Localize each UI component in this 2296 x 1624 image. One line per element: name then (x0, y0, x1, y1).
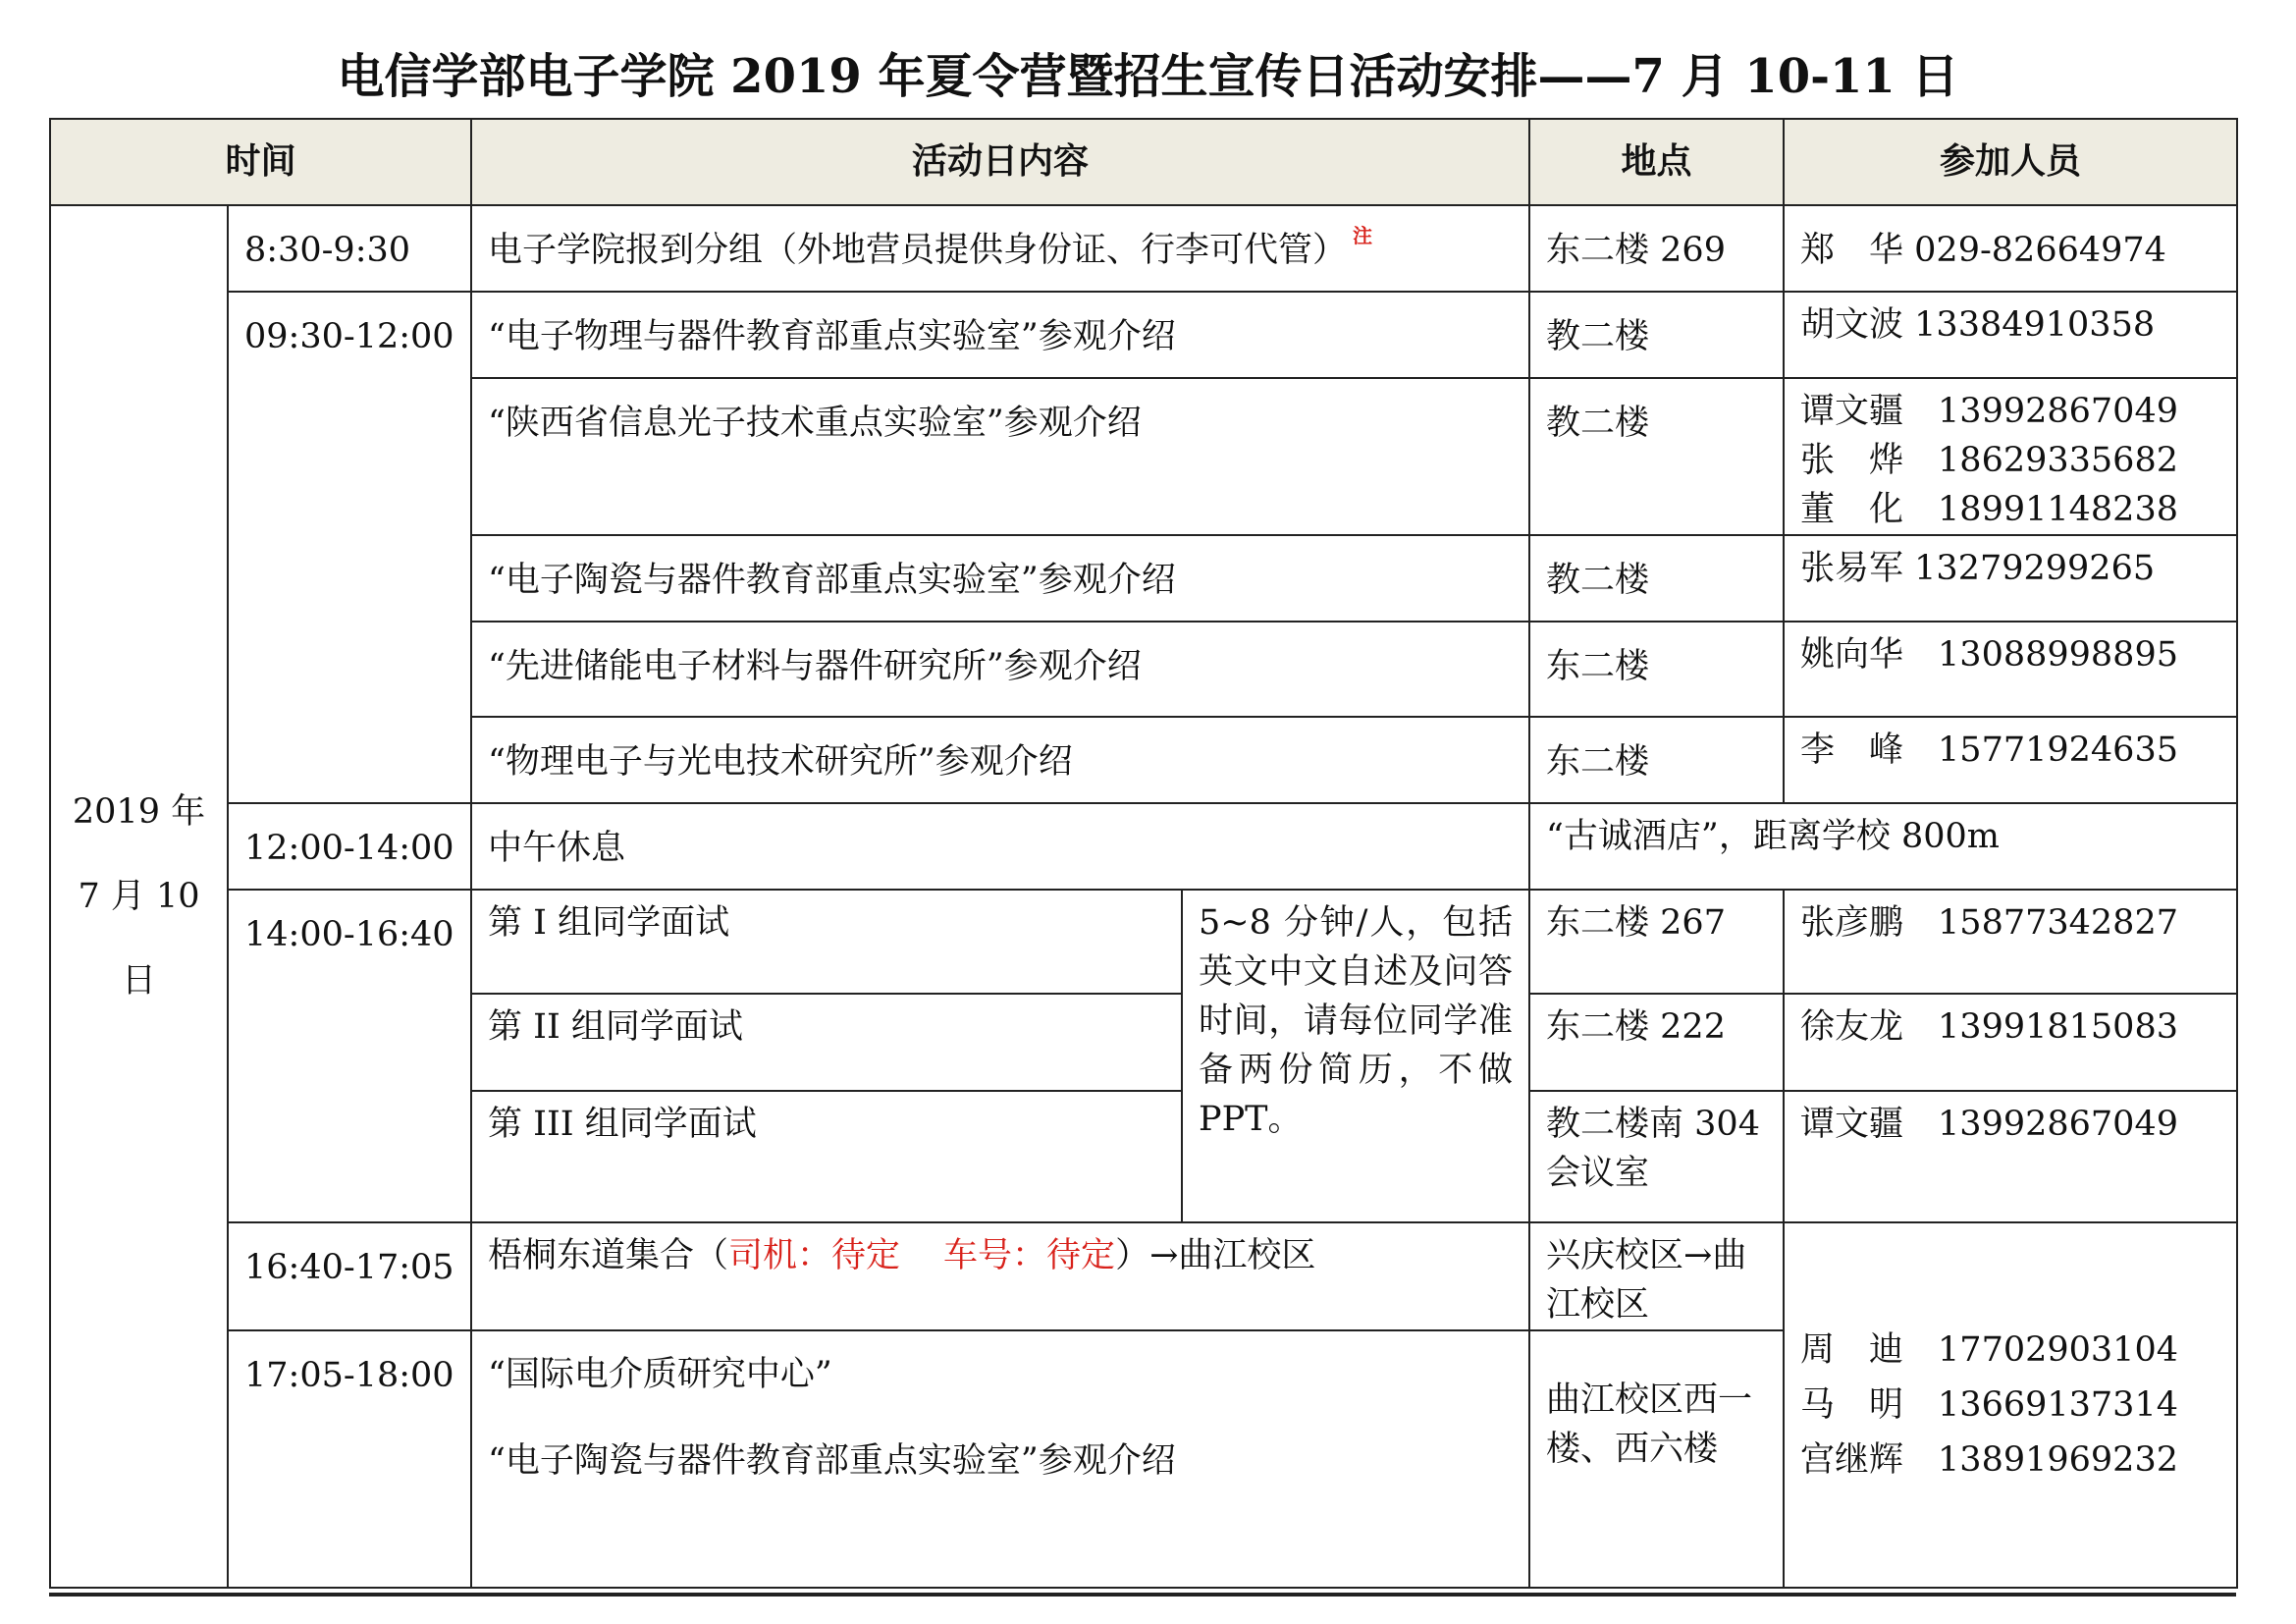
staff-line: 张 烨 18629335682 (1800, 441, 2178, 480)
content-cell: 第 I 组同学面试 (471, 890, 1182, 994)
table-row (50, 1222, 2237, 1330)
bus-driver: 司机：待定 (728, 1236, 901, 1275)
content-cell: 中午休息 (471, 803, 1529, 890)
time-cell: 12:00-14:00 (228, 803, 471, 890)
content-cell (471, 205, 1529, 292)
content-line: “国际电介质研究中心” (488, 1355, 832, 1394)
bottom-rule (49, 1593, 2236, 1597)
content-cell: “陕西省信息光子技术重点实验室”参观介绍 (471, 378, 1529, 535)
location-cell: 东二楼 222 (1529, 994, 1784, 1091)
location-cell: 东二楼 (1529, 717, 1784, 803)
location-cell: 兴庆校区→曲江校区 (1529, 1222, 1784, 1330)
header-content: 活动日内容 (471, 119, 1529, 205)
content-cell (471, 1330, 1529, 1588)
location-cell: 教二楼 (1529, 292, 1784, 378)
table-row (50, 803, 2237, 890)
location-cell: 教二楼 (1529, 378, 1784, 535)
location-cell: 东二楼 269 (1529, 205, 1784, 292)
content-cell: 第 II 组同学面试 (471, 994, 1182, 1091)
staff-cell: 张易军 13279299265 (1784, 535, 2237, 622)
table-row (50, 205, 2237, 292)
staff-cell (1784, 1222, 2237, 1588)
location-cell: 教二楼南 304 会议室 (1529, 1091, 1784, 1222)
staff-line: 宫继辉 13891969232 (1800, 1440, 2178, 1480)
time-cell: 8:30-9:30 (228, 205, 471, 292)
bus-suffix: ）→曲江校区 (1115, 1236, 1316, 1275)
header-staff: 参加人员 (1784, 119, 2237, 205)
location-cell: 东二楼 (1529, 622, 1784, 717)
interview-note: 5~8 分钟/人，包括英文中文自述及问答时间，请每位同学准备两份简历，不做 PPT。 (1182, 890, 1529, 1222)
table-row (50, 890, 2237, 994)
location-cell: 教二楼 (1529, 535, 1784, 622)
staff-cell: 郑 华 029-82664974 (1784, 205, 2237, 292)
staff-cell: 徐友龙 13991815083 (1784, 994, 2237, 1091)
checkin-content: 电子学院报到分组（外地营员提供身份证、行李可代管） (488, 231, 1348, 270)
table-row (50, 292, 2237, 378)
staff-cell: 胡文波 13384910358 (1784, 292, 2237, 378)
time-cell: 16:40-17:05 (228, 1222, 471, 1330)
location-cell: “古诚酒店”，距离学校 800m (1529, 803, 2237, 890)
header-location: 地点 (1529, 119, 1784, 205)
staff-cell (1784, 378, 2237, 535)
location-cell: 曲江校区西一楼、西六楼 (1529, 1330, 1784, 1588)
staff-line: 谭文疆 13992867049 (1800, 392, 2178, 431)
bus-car: 车号：待定 (943, 1236, 1116, 1275)
staff-line: 周 迪 17702903104 (1800, 1330, 2178, 1370)
content-cell: “先进储能电子材料与器件研究所”参观介绍 (471, 622, 1529, 717)
content-cell: 第 III 组同学面试 (471, 1091, 1182, 1222)
staff-line: 董 化 18991148238 (1800, 490, 2178, 529)
staff-cell: 姚向华 13088998895 (1784, 622, 2237, 717)
content-cell: “电子物理与器件教育部重点实验室”参观介绍 (471, 292, 1529, 378)
time-cell: 14:00-16:40 (228, 890, 471, 1222)
content-cell (471, 1222, 1529, 1330)
page-title: 电信学部电子学院 2019 年夏令营暨招生宣传日活动安排——7 月 10-11 日 (337, 49, 1959, 104)
bus-prefix: 梧桐东道集合（ (488, 1236, 729, 1275)
staff-cell: 李 峰 15771924635 (1784, 717, 2237, 803)
date-cell: 2019 年 7 月 10 日 (50, 205, 228, 1588)
note-mark: 注 (1353, 224, 1373, 247)
content-line: “电子陶瓷与器件教育部重点实验室”参观介绍 (488, 1441, 1176, 1481)
content-cell: “物理电子与光电技术研究所”参观介绍 (471, 717, 1529, 803)
schedule-table (49, 118, 2238, 1589)
time-cell: 17:05-18:00 (228, 1330, 471, 1588)
time-cell: 09:30-12:00 (228, 292, 471, 803)
header-time: 时间 (50, 119, 471, 205)
header-row (50, 119, 2237, 205)
staff-cell: 张彦鹏 15877342827 (1784, 890, 2237, 994)
location-cell: 东二楼 267 (1529, 890, 1784, 994)
content-cell: “电子陶瓷与器件教育部重点实验室”参观介绍 (471, 535, 1529, 622)
staff-line: 马 明 13669137314 (1800, 1385, 2178, 1425)
staff-cell: 谭文疆 13992867049 (1784, 1091, 2237, 1222)
